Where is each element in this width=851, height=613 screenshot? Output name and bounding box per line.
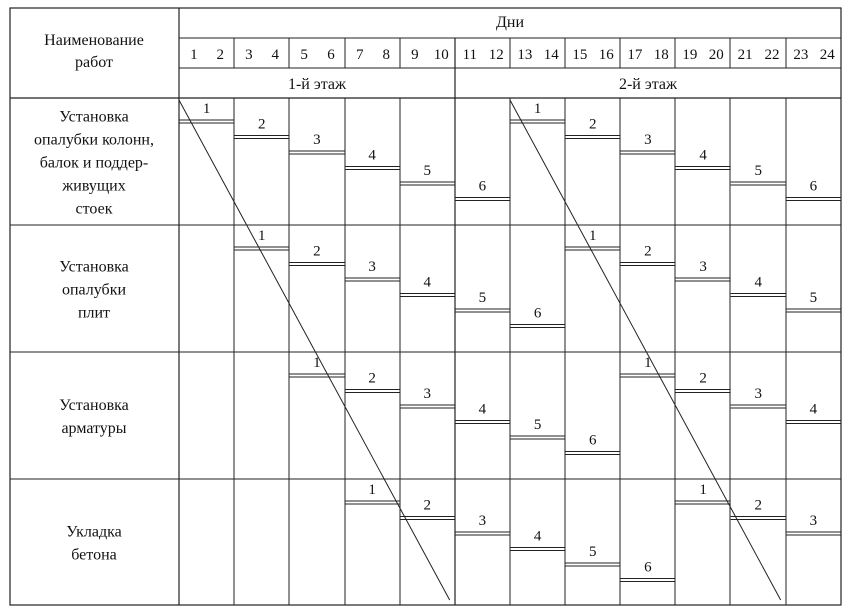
day-number: 23 <box>793 47 809 63</box>
grip-number: 5 <box>533 417 542 433</box>
day-number: 17 <box>627 47 643 63</box>
grip-number: 2 <box>313 243 321 260</box>
day-number: 16 <box>598 47 614 63</box>
grip-number: 2 <box>644 243 652 260</box>
work-label: живущих <box>62 177 126 195</box>
day-number: 3 <box>245 47 253 63</box>
grip-number: 4 <box>478 401 487 418</box>
grip-number: 4 <box>533 528 542 545</box>
grip-number: 3 <box>699 259 707 275</box>
flow-line <box>510 100 781 600</box>
grip-number: 3 <box>809 513 818 529</box>
grip-number: 3 <box>423 386 431 402</box>
grip-number: 3 <box>313 132 321 148</box>
grip-number: 3 <box>644 132 652 148</box>
grip-number: 1 <box>699 482 707 498</box>
day-number: 11 <box>462 47 478 63</box>
day-number: 20 <box>708 47 724 63</box>
day-number: 18 <box>653 47 669 63</box>
day-number: 8 <box>382 47 390 63</box>
day-number: 15 <box>572 47 588 63</box>
grip-number: 1 <box>589 228 597 244</box>
day-number: 14 <box>543 47 559 63</box>
day-number: 2 <box>216 47 224 63</box>
day-number: 13 <box>517 47 533 63</box>
day-number: 22 <box>764 47 780 63</box>
grip-number: 2 <box>589 116 597 133</box>
works-header-label: работ <box>74 54 114 71</box>
work-label: арматуры <box>61 420 127 437</box>
grip-number: 4 <box>754 274 762 291</box>
grip-number: 2 <box>368 370 376 387</box>
day-number: 1 <box>190 47 198 63</box>
grip-number: 6 <box>644 559 652 576</box>
day-number: 12 <box>488 47 504 63</box>
day-number: 7 <box>356 47 364 63</box>
grip-number: 6 <box>589 432 597 449</box>
grip-number: 5 <box>754 163 762 179</box>
grip-number: 1 <box>368 482 376 498</box>
grip-number: 4 <box>699 147 707 164</box>
grip-number: 1 <box>644 355 652 371</box>
work-label: опалубки <box>61 281 127 299</box>
grip-number: 1 <box>258 228 266 244</box>
grip-number: 4 <box>809 401 818 418</box>
days-header-label: Дни <box>495 14 525 31</box>
work-label: Укладка <box>66 523 122 541</box>
day-number: 6 <box>327 47 335 63</box>
grip-number: 4 <box>423 274 431 291</box>
work-label: Установка <box>59 108 129 126</box>
grip-number: 1 <box>533 101 542 117</box>
day-number: 24 <box>819 47 835 63</box>
grip-number: 6 <box>533 305 542 322</box>
work-label: Установка <box>59 397 129 414</box>
work-label: плит <box>77 304 111 322</box>
day-number: 5 <box>300 47 308 63</box>
grip-number: 5 <box>809 290 818 306</box>
day-number: 21 <box>737 47 753 63</box>
grip-number: 1 <box>313 355 321 371</box>
grip-number: 4 <box>368 147 376 164</box>
grip-number: 5 <box>589 544 597 560</box>
floor-label: 2-й этаж <box>618 76 678 93</box>
work-label: опалубки колонн, <box>34 131 154 149</box>
day-number: 10 <box>433 47 449 63</box>
work-label: стоек <box>75 200 113 218</box>
works-header-label: Наименование <box>44 32 144 49</box>
grip-number: 6 <box>478 178 487 195</box>
grip-number: 6 <box>809 178 818 195</box>
grip-number: 2 <box>423 497 431 514</box>
grip-number: 3 <box>478 513 487 529</box>
grip-number: 1 <box>202 101 211 117</box>
day-number: 4 <box>271 47 279 63</box>
grip-number: 3 <box>754 386 762 402</box>
work-label: Установка <box>59 258 129 276</box>
grip-number: 5 <box>423 163 431 179</box>
floor-label: 1-й этаж <box>287 76 347 93</box>
day-number: 19 <box>682 47 698 63</box>
grip-number: 5 <box>478 290 487 306</box>
grip-number: 2 <box>258 116 266 133</box>
flow-line <box>179 100 450 600</box>
work-label: балок и поддер- <box>39 154 149 172</box>
grip-number: 3 <box>368 259 376 275</box>
day-number: 9 <box>411 47 419 63</box>
work-label: бетона <box>71 546 117 564</box>
grip-number: 2 <box>754 497 762 514</box>
grip-number: 2 <box>699 370 707 387</box>
